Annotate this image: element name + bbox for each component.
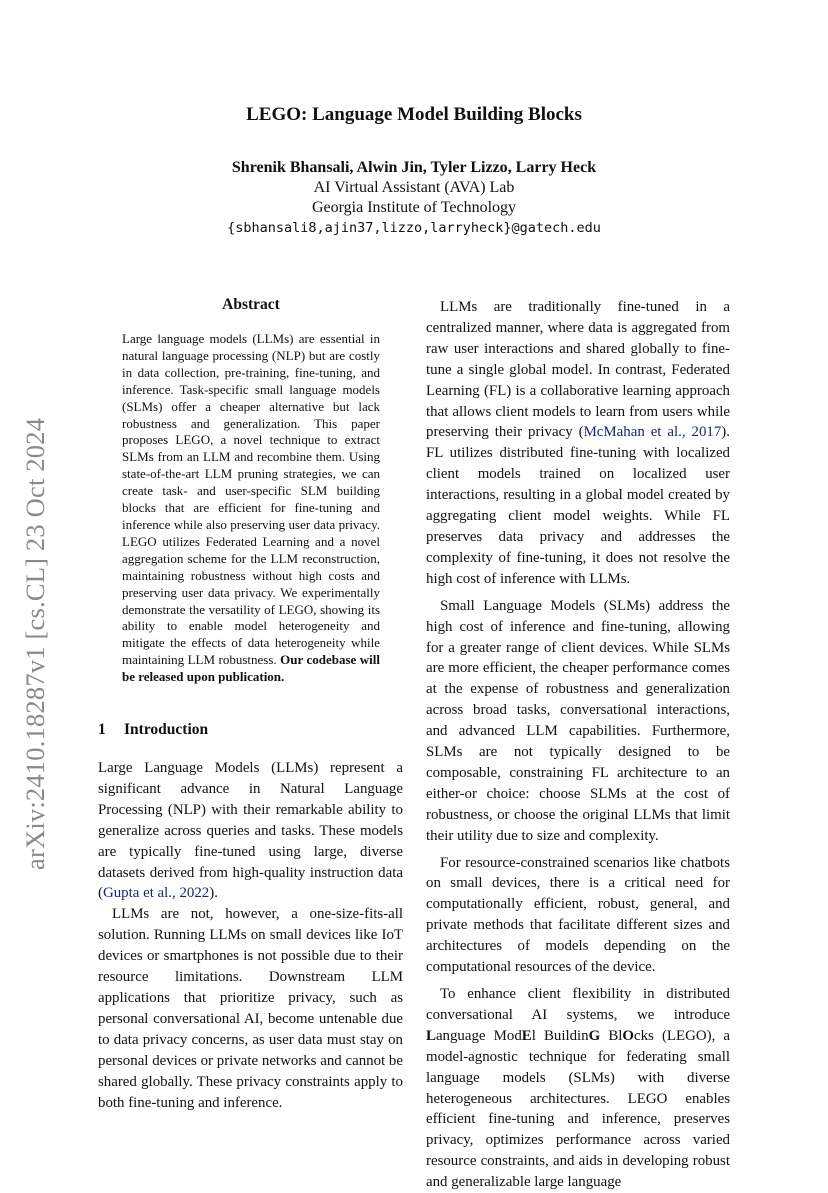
citation-link-gupta[interactable]: Gupta et al., 2022 bbox=[102, 885, 210, 902]
paper-title: LEGO: Language Model Building Blocks bbox=[246, 104, 582, 125]
acronym-letter: E bbox=[521, 1027, 532, 1044]
paragraph-text: ). FL utilizes distributed fine-tuning with localized client models trained on localized user interactions, resulting in a global model created by aggregating client model weights. While FL preserves data privacy and addresses the complexity of fine-tuning, it does not resolve the high cost of inference with LLMs. bbox=[426, 424, 730, 587]
paragraph-text: anguage Mod bbox=[435, 1027, 522, 1044]
section-title: Introduction bbox=[124, 721, 209, 738]
citation-link-mcmahan[interactable]: McMahan et al., 2017 bbox=[583, 424, 722, 441]
paragraph-text: Bl bbox=[600, 1027, 623, 1044]
abstract-body bbox=[122, 331, 380, 686]
paragraph-text: ). bbox=[209, 885, 218, 902]
intro-paragraph-2: LLMs are not, however, a one-size-fits-all solution. Running LLMs on small devices like IoT devices or smartphones is not possible due to their resource limitations. Downstream LLM applications that prioritize privacy, such as personal conversational AI, become untenable due to data privacy concerns, as user data must stay on personal devices or private networks and cannot be shared globally. These privacy constraints apply to both fine-tuning and inference. bbox=[98, 906, 403, 1111]
paragraph-text: Large Language Models (LLMs) represent a significant advance in Natural Language Processing (NLP) with their remarkable ability to generalize across queries and tasks. These models are typically fine-tuned using large, diverse datasets derived from high-quality instruction data ( bbox=[98, 760, 403, 902]
section-number: 1 bbox=[98, 721, 106, 738]
acronym-letter: G bbox=[588, 1027, 601, 1044]
affiliation-lab: AI Virtual Assistant (AVA) Lab bbox=[313, 179, 515, 196]
intro-paragraph-6 bbox=[426, 984, 730, 1193]
author-emails: {sbhansali8,ajin37,lizzo,larryheck}@gatech.edu bbox=[227, 220, 601, 236]
section-heading-introduction bbox=[98, 721, 208, 739]
abstract-code-note: Our codebase will be released upon publication. bbox=[122, 652, 381, 685]
author-block bbox=[0, 158, 828, 238]
intro-paragraph-1 bbox=[98, 758, 403, 904]
paragraph-text: l Buildin bbox=[531, 1027, 589, 1044]
paragraph-text: To enhance client flexibility in distributed conversational AI systems, we introduce bbox=[426, 986, 730, 1023]
acronym-letter: L bbox=[426, 1027, 436, 1044]
arxiv-identifier[interactable]: arXiv:2410.18287v1 [cs.CL] 23 Oct 2024 bbox=[20, 417, 50, 870]
author-names: Shrenik Bhansali, Alwin Jin, Tyler Lizzo, Larry Heck bbox=[231, 159, 597, 176]
affiliation-institute: Georgia Institute of Technology bbox=[311, 199, 517, 216]
intro-paragraph-3 bbox=[426, 297, 730, 590]
intro-paragraph-5: For resource-constrained scenarios like chatbots on small devices, there is a critical need for computationally efficient, robust, general, and private methods that facilitate different sizes and architectures of models depending on the computational resources of the device. bbox=[426, 854, 730, 976]
paragraph-text: cks (LEGO), a model-agnostic technique for federating small language models (SLMs) with diverse heterogeneous architectures. LEGO enables efficient fine-tuning and inference, preserves privacy, optimizes performance across varied resource constraints, and aids in developing robust and generalizable large language bbox=[426, 1027, 730, 1191]
abstract-text: Large language models (LLMs) are essential in natural language processing (NLP) but are costly in data collection, pre-training, fine-tuning, and inference. Task-specific small language models (SLMs) offer a cheaper alternative but lack robustness and generalization. This paper proposes LEGO, a novel technique to extract SLMs from an LLM and recombine them. Using state-of-the-art LLM pruning strategies, we can create task- and user-specific SLM building blocks that are efficient for fine-tuning and inference while also preserving user data privacy. LEGO utilizes Federated Learning and a novel aggregation scheme for the LLM reconstruction, maintaining robustness without high costs and preserving user data privacy. We experimentally demonstrate the versatility of LEGO, showing its ability to enable model heterogeneity and mitigate the effects of data heterogeneity while maintaining LLM robustness. bbox=[122, 331, 380, 668]
right-column bbox=[426, 297, 730, 1193]
left-column bbox=[98, 758, 403, 1113]
acronym-letter: O bbox=[622, 1027, 634, 1044]
paragraph-text: LLMs are traditionally fine-tuned in a centralized manner, where data is aggregated from raw user interactions and shared globally to fine-tune a single global model. In contrast, Federated Learning (FL) is a collaborative learning approach that allows client models to learn from users while preserving their privacy ( bbox=[426, 299, 730, 441]
abstract-heading: Abstract bbox=[222, 296, 280, 313]
intro-paragraph-4: Small Language Models (SLMs) address the high cost of inference and fine-tuning, allowing for a greater range of client devices. While SLMs are more efficient, the cheaper performance comes at the expense of robustness and generalization across broad tasks, conversational interactions, and advanced LLM capabilities. Furthermore, SLMs are not typically designed to be composable, constraining FL architecture to an either-or choice: choose SLMs at the cost of robustness, or choose the original LLMs that limit their utility due to size and complexity. bbox=[426, 597, 730, 844]
